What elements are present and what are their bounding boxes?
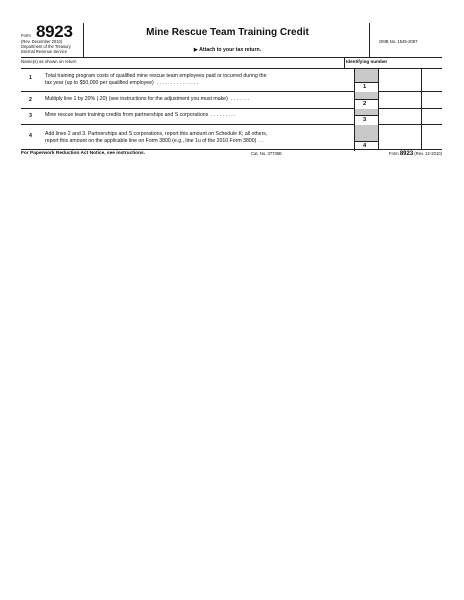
line-text — [45, 96, 345, 103]
name-row — [21, 58, 442, 69]
omb-number: OMB No. 1545-2087 — [379, 39, 418, 44]
line-4-amount-field[interactable] — [378, 125, 443, 150]
line-number: 3 — [29, 113, 32, 119]
line-text-2-main: report this amount on the applicable line on Form 3800 (e.g., line 1u of the 2010 Form 3800) — [45, 138, 257, 145]
identifying-number-label: Identifying number — [346, 59, 388, 64]
shaded-area — [354, 92, 378, 99]
line-1-cents-field[interactable] — [421, 69, 422, 91]
leader-dots: . . . . . . . — [230, 96, 250, 102]
form-line-3 — [21, 109, 442, 125]
line-3-amount-field[interactable] — [378, 109, 443, 124]
department — [21, 45, 71, 54]
footer-form-word: Form — [388, 151, 399, 156]
form-line-4 — [21, 125, 442, 150]
catalog-number: Cat. No. 37735E — [251, 151, 282, 156]
line-3-cents-field[interactable] — [421, 109, 422, 124]
line-box-number: 2 — [363, 101, 367, 107]
line-4-cents-field[interactable] — [421, 125, 422, 150]
footer-revision: (Rev. 12-2010) — [414, 151, 442, 156]
line-box — [354, 115, 378, 125]
revision-date: (Rev. December 2010) — [21, 39, 63, 44]
department-name: Department of the Treasury — [21, 44, 71, 49]
line-text-1: Total training program costs of qualified mine rescue team employees paid or incurred during the — [45, 73, 267, 79]
shaded-area — [354, 125, 378, 141]
leader-dots: . . . . . . . . . . . . . . . — [156, 80, 199, 87]
form-line-1 — [21, 69, 442, 92]
leader-dots: . . — [259, 138, 264, 145]
form-line-2 — [21, 92, 442, 109]
line-text — [45, 131, 345, 145]
line-text-2 — [45, 80, 345, 87]
shaded-area — [354, 69, 378, 82]
line-box-number: 4 — [363, 143, 367, 149]
form-number: 8923 — [36, 22, 73, 41]
line-text-1: Add lines 2 and 3. Partnerships and S corporations, report this amount on Schedule K; all others, — [45, 131, 268, 137]
line-text-1: Mine rescue team training credits from partnerships and S corporations — [45, 112, 209, 118]
line-2-amount-field[interactable] — [378, 92, 443, 108]
form-title: Mine Rescue Team Training Credit — [146, 27, 309, 38]
leader-dots: . . . . . . . . . — [211, 112, 236, 118]
line-number: 1 — [29, 75, 32, 81]
line-text-2 — [45, 138, 345, 145]
form-id-block — [21, 23, 84, 57]
form-word: Form — [21, 33, 31, 38]
footer-form-number: 8923 — [399, 151, 414, 157]
line-2-cents-field[interactable] — [421, 92, 422, 108]
agency-name: Internal Revenue Service — [21, 48, 67, 54]
line-text-2-main: tax year (up to $50,000 per qualified employee) — [45, 80, 154, 87]
line-text-1: Multiply line 1 by 20% (.20) (see instructions for the adjustment you must make) — [45, 96, 228, 102]
line-box-number: 3 — [363, 117, 367, 123]
line-number: 2 — [29, 97, 32, 103]
form-footer — [21, 149, 442, 158]
form-header — [21, 23, 442, 58]
identifying-number-field[interactable] — [344, 58, 443, 68]
line-box — [354, 99, 378, 109]
paperwork-notice: For Paperwork Reduction Act Notice, see instructions. — [21, 151, 146, 156]
footer-form-id — [389, 151, 442, 157]
omb-block — [369, 23, 442, 57]
attach-instruction: ▶ Attach to your tax return. — [193, 47, 262, 53]
tax-form-8923 — [21, 23, 442, 158]
line-number: 4 — [29, 133, 32, 139]
line-text — [45, 112, 345, 119]
line-1-amount-field[interactable] — [378, 69, 443, 91]
line-text — [45, 73, 345, 87]
line-box — [354, 82, 378, 92]
name-field-label: Name(s) as shown on return — [21, 59, 77, 64]
line-box-number: 1 — [363, 84, 367, 90]
